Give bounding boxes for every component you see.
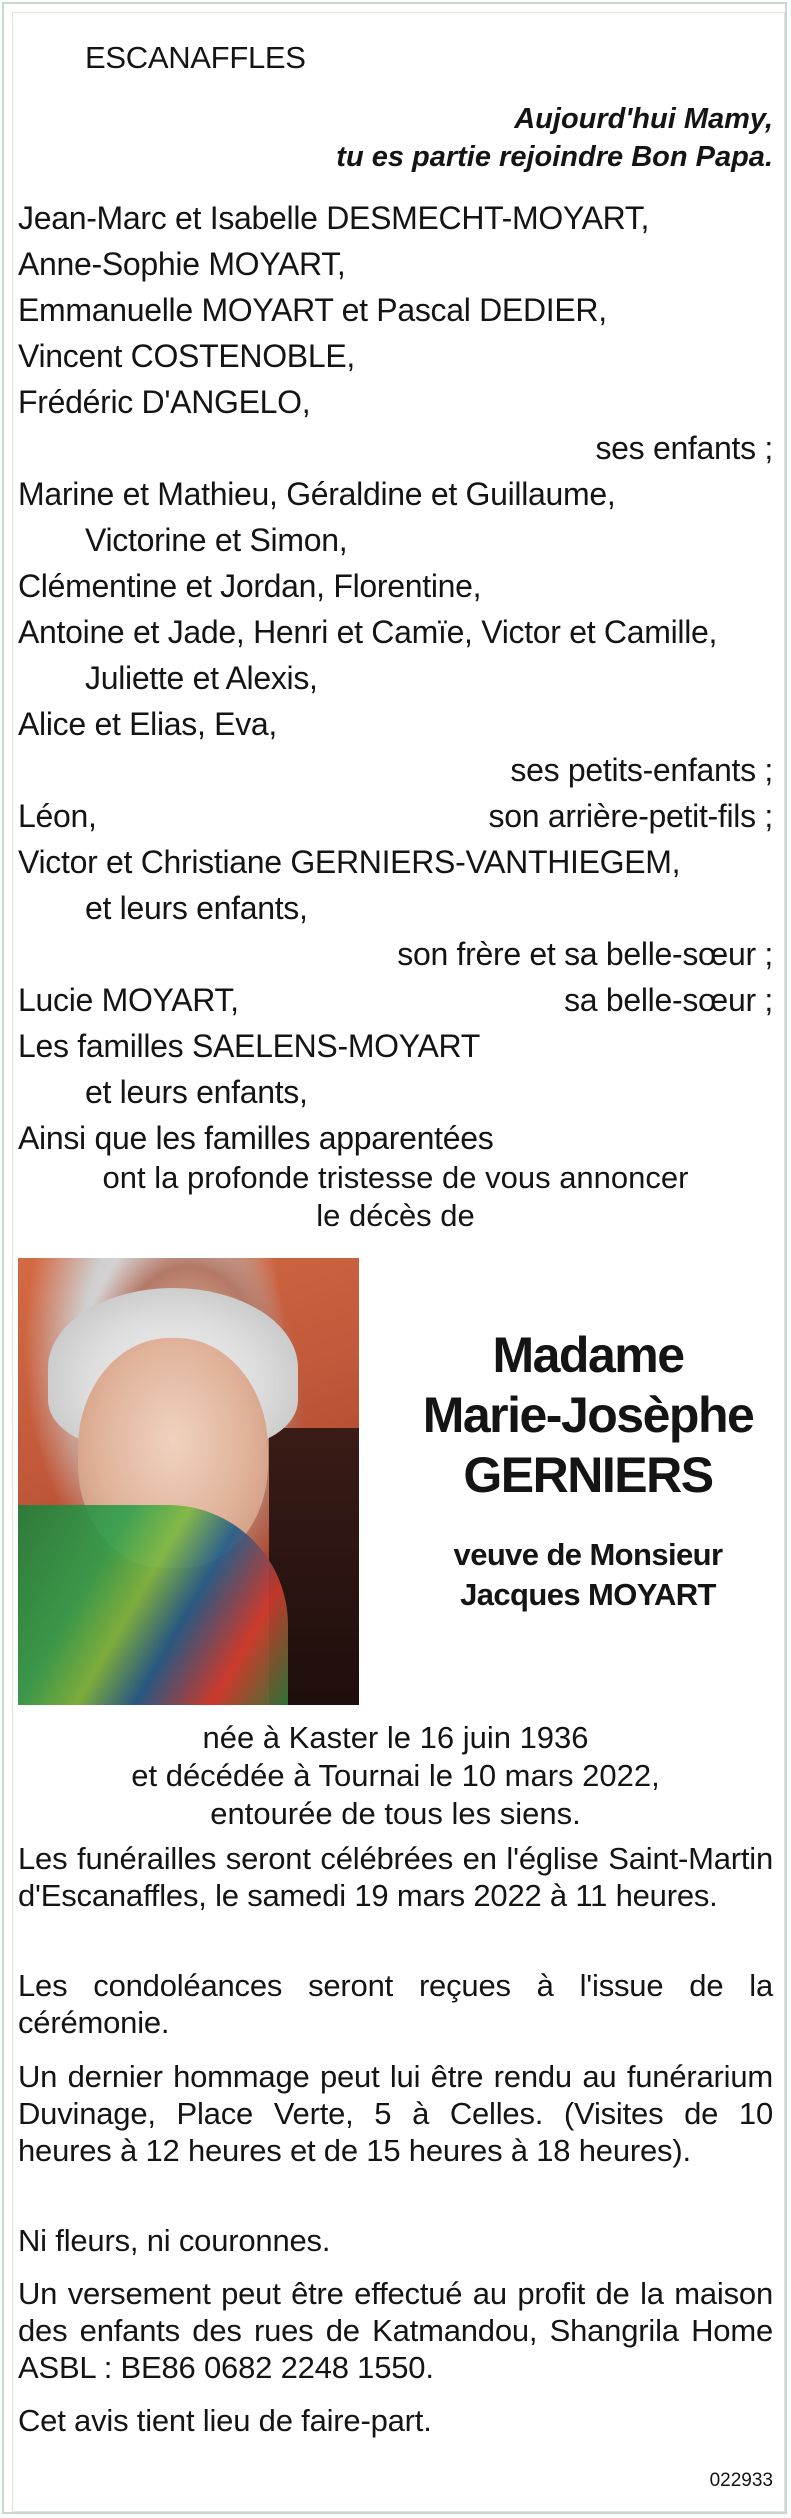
family-line: Juliette et Alexis, xyxy=(85,660,318,696)
widow-line: Jacques MOYART xyxy=(460,1577,716,1612)
family-role: ses enfants ; xyxy=(595,430,773,466)
family-line: Alice et Elias, Eva, xyxy=(18,706,278,742)
deceased-title: Madame xyxy=(492,1327,684,1383)
family-line: Clémentine et Jordan, Florentine, xyxy=(18,568,482,604)
flowers-paragraph: Ni fleurs, ni couronnes. xyxy=(18,2223,331,2258)
reference-number: 022933 xyxy=(709,2470,773,2491)
family-line: Jean-Marc et Isabelle DESMECHT-MOYART, xyxy=(18,200,650,236)
announcement-line: le décès de xyxy=(316,1198,475,1233)
family-line: Marine et Mathieu, Géraldine et Guillaume, xyxy=(18,476,616,512)
family-role: ses petits-enfants ; xyxy=(510,752,773,788)
verse-line: tu es partie rejoindre Bon Papa. xyxy=(336,141,773,173)
family-line: et leurs enfants, xyxy=(85,890,308,926)
location-heading: ESCANAFFLES xyxy=(85,40,306,75)
family-line: et leurs enfants, xyxy=(85,1074,308,1110)
deceased-first-name: Marie-Josèphe xyxy=(422,1387,754,1443)
family-line: Vincent COSTENOBLE, xyxy=(18,338,355,374)
family-line: Antoine et Jade, Henri et Camïe, Victor et Camille, xyxy=(18,614,718,650)
family-line: Victorine et Simon, xyxy=(85,522,348,558)
verse-line: Aujourd'hui Mamy, xyxy=(514,103,773,135)
deceased-name-block xyxy=(385,1325,791,1615)
donation-paragraph: Un versement peut être effectué au profit de la maison des enfants des rues de Katmandou, Shangrila Home ASBL : BE86 0682 2248 1550. xyxy=(18,2276,773,2385)
closing-paragraph: Cet avis tient lieu de faire-part. xyxy=(18,2403,432,2438)
family-line: Lucie MOYART, xyxy=(18,982,239,1018)
condolences-paragraph: Les condoléances seront reçues à l'issue de la cérémonie. xyxy=(18,1968,773,2040)
family-line: Léon, xyxy=(18,798,97,834)
family-line: Anne-Sophie MOYART, xyxy=(18,246,346,282)
life-line: et décédée à Tournai le 10 mars 2022, xyxy=(131,1758,660,1793)
family-line: Victor et Christiane GERNIERS-VANTHIEGEM, xyxy=(18,844,681,880)
family-line: Ainsi que les familles apparentées xyxy=(18,1120,494,1156)
widow-line: veuve de Monsieur xyxy=(453,1537,723,1572)
deceased-last-name: GERNIERS xyxy=(463,1447,713,1503)
family-line: Frédéric D'ANGELO, xyxy=(18,384,311,420)
family-role: son frère et sa belle-sœur ; xyxy=(397,936,773,972)
announcement-line: ont la profonde tristesse de vous annoncer xyxy=(102,1160,689,1195)
family-line: Emmanuelle MOYART et Pascal DEDIER, xyxy=(18,292,607,328)
portrait-photo xyxy=(18,1258,359,1705)
life-line: née à Kaster le 16 juin 1936 xyxy=(202,1720,589,1755)
family-role: son arrière-petit-fils ; xyxy=(488,798,773,834)
opening-verse xyxy=(336,100,773,176)
family-line: Les familles SAELENS-MOYART xyxy=(18,1028,480,1064)
funeral-paragraph: Les funérailles seront célébrées en l'église Saint-Martin d'Escanaffles, le samedi 19 mars 2022 à 11 heures. xyxy=(18,1841,773,1913)
life-line: entourée de tous les siens. xyxy=(210,1796,581,1831)
tribute-paragraph: Un dernier hommage peut lui être rendu au funérarium Duvinage, Place Verte, 5 à Celles. (Visites de 10 heures à 12 heures et de 15 heures à 18 heures). xyxy=(18,2059,773,2168)
family-role: sa belle-sœur ; xyxy=(564,982,773,1018)
